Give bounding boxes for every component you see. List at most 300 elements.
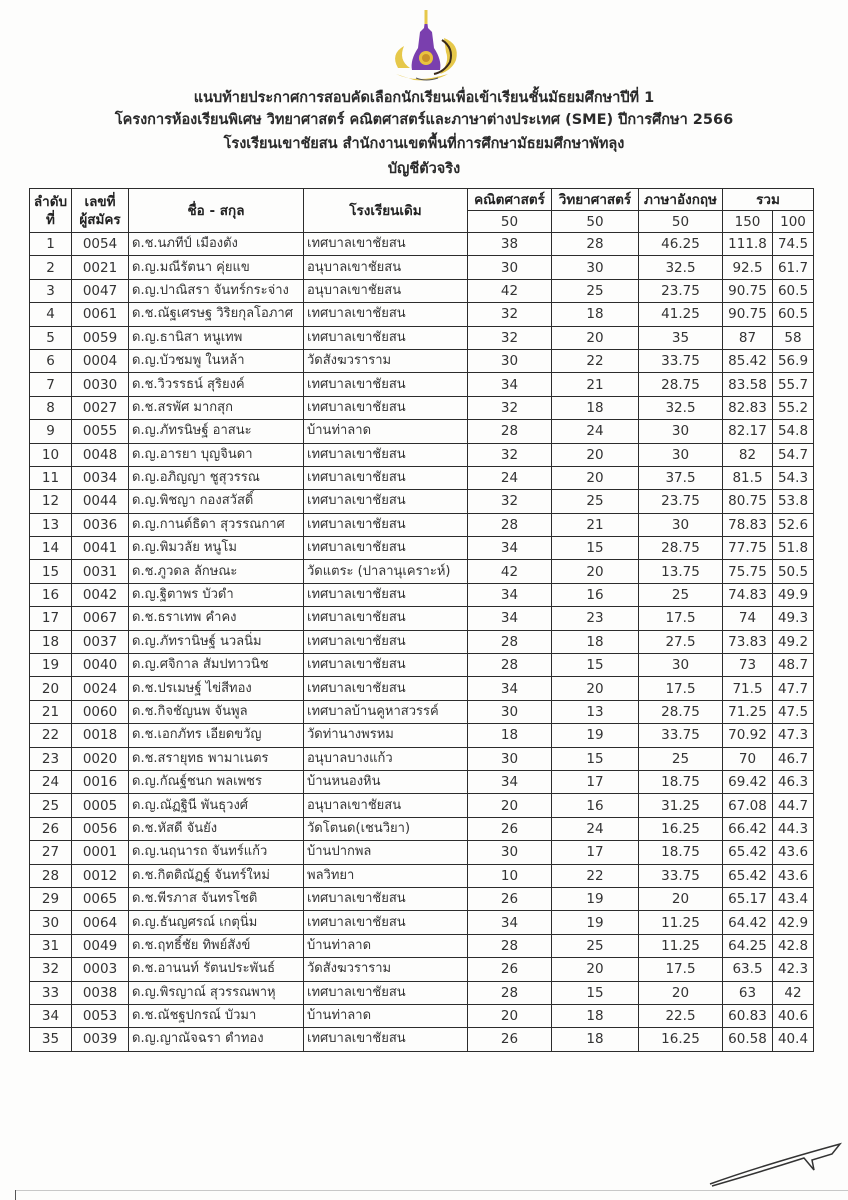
cell-math: 32 [468, 303, 552, 326]
page-bottom-divider [15, 1190, 848, 1191]
cell-total-150: 90.75 [723, 279, 773, 302]
cell-english: 28.75 [639, 537, 723, 560]
cell-science: 19 [552, 887, 639, 910]
cell-applicant-id: 0065 [72, 887, 129, 910]
cell-name: ด.ญ.อภิญญา ชูสุวรรณ [129, 466, 304, 489]
cell-name: ด.ญ.นฤนารถ จันทร์แก้ว [129, 841, 304, 864]
cell-total-150: 65.42 [723, 864, 773, 887]
cell-science: 15 [552, 747, 639, 770]
cell-no: 24 [30, 770, 72, 793]
cell-math: 28 [468, 513, 552, 536]
cell-math: 42 [468, 560, 552, 583]
cell-total-100: 49.2 [773, 630, 814, 653]
cell-name: ด.ช.เอกภัทร เอียดขวัญ [129, 724, 304, 747]
cell-total-100: 46.3 [773, 770, 814, 793]
table-row [30, 677, 814, 700]
cell-english: 22.5 [639, 1004, 723, 1027]
cell-school: อนุบาลบางแก้ว [304, 747, 468, 770]
cell-school: อนุบาลเขาชัยสน [304, 794, 468, 817]
cell-school: พลวิทยา [304, 864, 468, 887]
cell-total-150: 70.92 [723, 724, 773, 747]
cell-school: เทศบาลเขาชัยสน [304, 396, 468, 419]
cell-total-150: 85.42 [723, 349, 773, 372]
cell-name: ด.ญ.พิชญา กองสวัสดิ์ [129, 490, 304, 513]
cell-school: เทศบาลเขาชัยสน [304, 303, 468, 326]
cell-applicant-id: 0036 [72, 513, 129, 536]
table-row [30, 420, 814, 443]
cell-school: วัดแตระ (ปาลานุเคราะห์) [304, 560, 468, 583]
cell-applicant-id: 0060 [72, 700, 129, 723]
cell-school: เทศบาลเขาชัยสน [304, 607, 468, 630]
cell-applicant-id: 0005 [72, 794, 129, 817]
col-header-no-line2: ที่ [46, 211, 55, 228]
cell-school: เทศบาลเขาชัยสน [304, 654, 468, 677]
cell-total-100: 54.8 [773, 420, 814, 443]
cell-total-150: 65.42 [723, 841, 773, 864]
cell-school: เทศบาลเขาชัยสน [304, 513, 468, 536]
cell-school: วัดโตนด(เชนวิยา) [304, 817, 468, 840]
table-row [30, 233, 814, 256]
cell-english: 32.5 [639, 396, 723, 419]
cell-english: 30 [639, 513, 723, 536]
table-row [30, 887, 814, 910]
cell-applicant-id: 0037 [72, 630, 129, 653]
table-row [30, 817, 814, 840]
cell-name: ด.ช.สรพัศ มากสุก [129, 396, 304, 419]
cell-math: 34 [468, 770, 552, 793]
cell-name: ด.ช.หัสดี จันยัง [129, 817, 304, 840]
cell-english: 28.75 [639, 700, 723, 723]
cell-school: เทศบาลเขาชัยสน [304, 466, 468, 489]
cell-name: ด.ช.ณัชฐปกรณ์ บัวมา [129, 1004, 304, 1027]
cell-total-100: 54.3 [773, 466, 814, 489]
cell-total-100: 43.4 [773, 887, 814, 910]
cell-math: 34 [468, 373, 552, 396]
cell-math: 32 [468, 490, 552, 513]
cell-name: ด.ช.ธราเทพ คำคง [129, 607, 304, 630]
cell-english: 33.75 [639, 864, 723, 887]
cell-applicant-id: 0059 [72, 326, 129, 349]
cell-science: 22 [552, 349, 639, 372]
cell-applicant-id: 0016 [72, 770, 129, 793]
cell-applicant-id: 0031 [72, 560, 129, 583]
cell-total-100: 49.9 [773, 583, 814, 606]
cell-applicant-id: 0038 [72, 981, 129, 1004]
cell-english: 46.25 [639, 233, 723, 256]
cell-school: เทศบาลเขาชัยสน [304, 630, 468, 653]
cell-science: 18 [552, 303, 639, 326]
cell-english: 28.75 [639, 373, 723, 396]
cell-science: 13 [552, 700, 639, 723]
cell-english: 25 [639, 747, 723, 770]
cell-total-100: 55.2 [773, 396, 814, 419]
cell-math: 30 [468, 841, 552, 864]
cell-no: 12 [30, 490, 72, 513]
cell-english: 18.75 [639, 770, 723, 793]
cell-school: บ้านท่าลาด [304, 420, 468, 443]
cell-applicant-id: 0047 [72, 279, 129, 302]
cell-total-150: 63 [723, 981, 773, 1004]
table-row [30, 1004, 814, 1027]
cell-no: 4 [30, 303, 72, 326]
cell-name: ด.ญ.ธันญศรณ์ เกตุนิ่ม [129, 911, 304, 934]
cell-name: ด.ช.กิตติณัฏฐ์ จันทร์ใหม่ [129, 864, 304, 887]
cell-math: 20 [468, 1004, 552, 1027]
cell-total-100: 74.5 [773, 233, 814, 256]
table-row [30, 303, 814, 326]
table-row [30, 794, 814, 817]
cell-applicant-id: 0041 [72, 537, 129, 560]
cell-name: ด.ช.ภูวดล ลักษณะ [129, 560, 304, 583]
cell-math: 34 [468, 537, 552, 560]
cell-math: 28 [468, 981, 552, 1004]
cell-no: 9 [30, 420, 72, 443]
cell-math: 18 [468, 724, 552, 747]
cell-science: 19 [552, 911, 639, 934]
cell-math: 24 [468, 466, 552, 489]
cell-applicant-id: 0021 [72, 256, 129, 279]
cell-no: 32 [30, 958, 72, 981]
cell-total-150: 73 [723, 654, 773, 677]
cell-total-150: 73.83 [723, 630, 773, 653]
signature-stroke [710, 1144, 840, 1186]
table-row [30, 934, 814, 957]
cell-name: ด.ญ.กัณฐ์ชนก พลเพชร [129, 770, 304, 793]
max-score-math: 50 [468, 211, 552, 233]
cell-applicant-id: 0067 [72, 607, 129, 630]
cell-total-150: 74 [723, 607, 773, 630]
col-header-id-line2: ผู้สมัคร [79, 211, 121, 228]
cell-applicant-id: 0064 [72, 911, 129, 934]
cell-english: 30 [639, 443, 723, 466]
cell-school: เทศบาลเขาชัยสน [304, 887, 468, 910]
cell-total-100: 42 [773, 981, 814, 1004]
cell-math: 26 [468, 1028, 552, 1051]
cell-applicant-id: 0053 [72, 1004, 129, 1027]
cell-science: 24 [552, 420, 639, 443]
col-header-school: โรงเรียนเดิม [304, 189, 468, 233]
cell-total-150: 77.75 [723, 537, 773, 560]
cell-science: 23 [552, 607, 639, 630]
cell-science: 20 [552, 958, 639, 981]
cell-english: 18.75 [639, 841, 723, 864]
cell-name: ด.ญ.กานต์ธิดา สุวรรณกาศ [129, 513, 304, 536]
cell-name: ด.ช.อานนท์ รัตนประพันธ์ [129, 958, 304, 981]
table-row [30, 513, 814, 536]
cell-total-100: 53.8 [773, 490, 814, 513]
cell-school: เทศบาลเขาชัยสน [304, 583, 468, 606]
cell-science: 25 [552, 490, 639, 513]
cell-applicant-id: 0042 [72, 583, 129, 606]
max-score-science: 50 [552, 211, 639, 233]
cell-science: 28 [552, 233, 639, 256]
cell-english: 33.75 [639, 349, 723, 372]
cell-science: 15 [552, 537, 639, 560]
table-row [30, 443, 814, 466]
cell-math: 32 [468, 443, 552, 466]
table-row [30, 373, 814, 396]
cell-no: 8 [30, 396, 72, 419]
cell-no: 23 [30, 747, 72, 770]
cell-total-150: 81.5 [723, 466, 773, 489]
cell-school: เทศบาลเขาชัยสน [304, 1028, 468, 1051]
cell-english: 17.5 [639, 607, 723, 630]
cell-science: 20 [552, 466, 639, 489]
cell-english: 30 [639, 420, 723, 443]
cell-name: ด.ช.กิจชัญนพ จันพูล [129, 700, 304, 723]
cell-total-100: 43.6 [773, 864, 814, 887]
table-row [30, 841, 814, 864]
page-bottom-tick [15, 1190, 16, 1200]
cell-no: 15 [30, 560, 72, 583]
cell-math: 28 [468, 934, 552, 957]
cell-no: 1 [30, 233, 72, 256]
cell-science: 22 [552, 864, 639, 887]
cell-no: 11 [30, 466, 72, 489]
cell-total-150: 65.17 [723, 887, 773, 910]
cell-english: 30 [639, 654, 723, 677]
cell-school: เทศบาลเขาชัยสน [304, 537, 468, 560]
logo-spire [425, 10, 428, 24]
cell-no: 33 [30, 981, 72, 1004]
cell-total-150: 111.8 [723, 233, 773, 256]
table-row [30, 326, 814, 349]
cell-school: เทศบาลเขาชัยสน [304, 677, 468, 700]
cell-total-100: 43.6 [773, 841, 814, 864]
cell-english: 23.75 [639, 490, 723, 513]
cell-math: 34 [468, 911, 552, 934]
cell-math: 30 [468, 747, 552, 770]
cell-name: ด.ญ.อารยา บุญจินดา [129, 443, 304, 466]
cell-english: 11.25 [639, 911, 723, 934]
cell-english: 20 [639, 887, 723, 910]
cell-school: วัดสังฆวราราม [304, 349, 468, 372]
cell-science: 18 [552, 1004, 639, 1027]
cell-school: เทศบาลเขาชัยสน [304, 373, 468, 396]
cell-math: 20 [468, 794, 552, 817]
cell-science: 24 [552, 817, 639, 840]
title-line-3: โรงเรียนเขาชัยสน สำนักงานเขตพื้นที่การศึกษามัธยมศึกษาพัทลุง [223, 136, 625, 152]
cell-applicant-id: 0039 [72, 1028, 129, 1051]
cell-total-150: 92.5 [723, 256, 773, 279]
cell-name: ด.ญ.มณีรัตนา คุ่ยแข [129, 256, 304, 279]
logo-left-flame [395, 46, 410, 68]
table-row [30, 396, 814, 419]
cell-total-150: 82.17 [723, 420, 773, 443]
cell-total-100: 44.7 [773, 794, 814, 817]
max-score-english: 50 [639, 211, 723, 233]
col-header-math: คณิตศาสตร์ [468, 189, 552, 211]
cell-science: 30 [552, 256, 639, 279]
cell-no: 26 [30, 817, 72, 840]
cell-school: วัดสังฆวราราม [304, 958, 468, 981]
cell-total-100: 51.8 [773, 537, 814, 560]
cell-name: ด.ช.พีรภาส จันทรโชติ [129, 887, 304, 910]
cell-no: 22 [30, 724, 72, 747]
cell-total-150: 70 [723, 747, 773, 770]
cell-total-100: 61.7 [773, 256, 814, 279]
cell-school: บ้านท่าลาด [304, 934, 468, 957]
cell-applicant-id: 0012 [72, 864, 129, 887]
cell-math: 34 [468, 607, 552, 630]
table-row [30, 583, 814, 606]
cell-science: 18 [552, 1028, 639, 1051]
cell-name: ด.ช.ฤทธิ์ชัย ทิพย์สังข์ [129, 934, 304, 957]
cell-science: 17 [552, 841, 639, 864]
cell-school: วัดท่านางพรหม [304, 724, 468, 747]
max-score-total-150: 150 [723, 211, 773, 233]
cell-name: ด.ญ.ปาณิสรา จันทร์กระจ่าง [129, 279, 304, 302]
cell-no: 29 [30, 887, 72, 910]
table-row [30, 560, 814, 583]
cell-name: ด.ช.นภทีป์ เมืองตัง [129, 233, 304, 256]
cell-applicant-id: 0056 [72, 817, 129, 840]
cell-english: 33.75 [639, 724, 723, 747]
cell-total-100: 55.7 [773, 373, 814, 396]
cell-english: 27.5 [639, 630, 723, 653]
cell-applicant-id: 0048 [72, 443, 129, 466]
cell-english: 13.75 [639, 560, 723, 583]
cell-total-150: 66.42 [723, 817, 773, 840]
cell-total-150: 71.5 [723, 677, 773, 700]
table-row [30, 981, 814, 1004]
cell-total-150: 78.83 [723, 513, 773, 536]
cell-english: 20 [639, 981, 723, 1004]
cell-math: 26 [468, 817, 552, 840]
cell-applicant-id: 0040 [72, 654, 129, 677]
cell-total-150: 69.42 [723, 770, 773, 793]
cell-english: 17.5 [639, 958, 723, 981]
cell-english: 16.25 [639, 817, 723, 840]
cell-total-100: 60.5 [773, 303, 814, 326]
cell-no: 21 [30, 700, 72, 723]
cell-name: ด.ญ.ศจิกาล สัมปทาวนิช [129, 654, 304, 677]
cell-science: 16 [552, 794, 639, 817]
cell-math: 28 [468, 630, 552, 653]
cell-total-100: 60.5 [773, 279, 814, 302]
table-row [30, 654, 814, 677]
cell-total-150: 83.58 [723, 373, 773, 396]
table-row [30, 700, 814, 723]
col-header-no-line1: ลำดับ [33, 193, 68, 210]
col-header-total: รวม [723, 189, 814, 211]
cell-english: 16.25 [639, 1028, 723, 1051]
cell-math: 10 [468, 864, 552, 887]
cell-science: 21 [552, 513, 639, 536]
cell-total-150: 87 [723, 326, 773, 349]
max-score-total-100: 100 [773, 211, 814, 233]
cell-name: ด.ช.วิวรรธน์ สุริยงค์ [129, 373, 304, 396]
cell-total-100: 54.7 [773, 443, 814, 466]
cell-math: 28 [468, 420, 552, 443]
cell-total-150: 82.83 [723, 396, 773, 419]
cell-no: 13 [30, 513, 72, 536]
cell-no: 30 [30, 911, 72, 934]
cell-applicant-id: 0054 [72, 233, 129, 256]
cell-math: 30 [468, 256, 552, 279]
table-row [30, 607, 814, 630]
cell-name: ด.ญ.ณัฏฐินี พันธุวงศ์ [129, 794, 304, 817]
cell-science: 21 [552, 373, 639, 396]
cell-total-100: 58 [773, 326, 814, 349]
cell-no: 7 [30, 373, 72, 396]
cell-no: 17 [30, 607, 72, 630]
title-line-4: บัญชีตัวจริง [387, 161, 461, 177]
cell-english: 32.5 [639, 256, 723, 279]
cell-school: เทศบาลเขาชัยสน [304, 911, 468, 934]
signature-mark [700, 1140, 848, 1190]
cell-no: 34 [30, 1004, 72, 1027]
cell-name: ด.ญ.ธานิสา หนูเทพ [129, 326, 304, 349]
cell-total-150: 63.5 [723, 958, 773, 981]
cell-math: 42 [468, 279, 552, 302]
table-row [30, 466, 814, 489]
cell-school: บ้านท่าลาด [304, 1004, 468, 1027]
cell-math: 38 [468, 233, 552, 256]
cell-english: 31.25 [639, 794, 723, 817]
school-emblem-logo [386, 8, 466, 86]
cell-no: 35 [30, 1028, 72, 1051]
table-row [30, 349, 814, 372]
cell-name: ด.ญ.พิรญาณ์ สุวรรณพาหุ [129, 981, 304, 1004]
col-header-english: ภาษาอังกฤษ [639, 189, 723, 211]
cell-no: 10 [30, 443, 72, 466]
cell-total-150: 75.75 [723, 560, 773, 583]
cell-no: 27 [30, 841, 72, 864]
cell-no: 5 [30, 326, 72, 349]
cell-english: 35 [639, 326, 723, 349]
cell-no: 31 [30, 934, 72, 957]
cell-school: เทศบาลเขาชัยสน [304, 981, 468, 1004]
cell-english: 41.25 [639, 303, 723, 326]
cell-total-100: 47.5 [773, 700, 814, 723]
cell-school: เทศบาลเขาชัยสน [304, 326, 468, 349]
table-row [30, 256, 814, 279]
cell-applicant-id: 0044 [72, 490, 129, 513]
cell-no: 25 [30, 794, 72, 817]
cell-total-100: 49.3 [773, 607, 814, 630]
col-header-name: ชื่อ - สกุล [129, 189, 304, 233]
cell-name: ด.ช.สรายุทธ พามาเนตร [129, 747, 304, 770]
cell-name: ด.ช.ณัฐเศรษฐ วิริยกุลโอภาศ [129, 303, 304, 326]
table-row [30, 864, 814, 887]
table-row [30, 537, 814, 560]
cell-name: ด.ญ.ภัทรานิษฐ์ นวลนิ่ม [129, 630, 304, 653]
cell-applicant-id: 0061 [72, 303, 129, 326]
table-row [30, 958, 814, 981]
cell-applicant-id: 0055 [72, 420, 129, 443]
cell-total-150: 60.58 [723, 1028, 773, 1051]
table-row [30, 747, 814, 770]
cell-total-100: 42.9 [773, 911, 814, 934]
cell-name: ด.ญ.ฐิตาพร บัวดำ [129, 583, 304, 606]
cell-school: เทศบาลบ้านคูหาสวรรค์ [304, 700, 468, 723]
cell-name: ด.ญ.บัวชมพู ในหล้า [129, 349, 304, 372]
col-header-id-line1: เลขที่ [84, 193, 116, 210]
cell-science: 19 [552, 724, 639, 747]
cell-total-100: 46.7 [773, 747, 814, 770]
cell-total-100: 47.3 [773, 724, 814, 747]
cell-school: อนุบาลเขาชัยสน [304, 256, 468, 279]
header-row-1 [30, 189, 814, 211]
cell-no: 3 [30, 279, 72, 302]
cell-total-100: 47.7 [773, 677, 814, 700]
cell-school: อนุบาลเขาชัยสน [304, 279, 468, 302]
cell-no: 14 [30, 537, 72, 560]
cell-name: ด.ญ.พิมวลัย หนูโม [129, 537, 304, 560]
cell-science: 20 [552, 677, 639, 700]
cell-total-100: 50.5 [773, 560, 814, 583]
